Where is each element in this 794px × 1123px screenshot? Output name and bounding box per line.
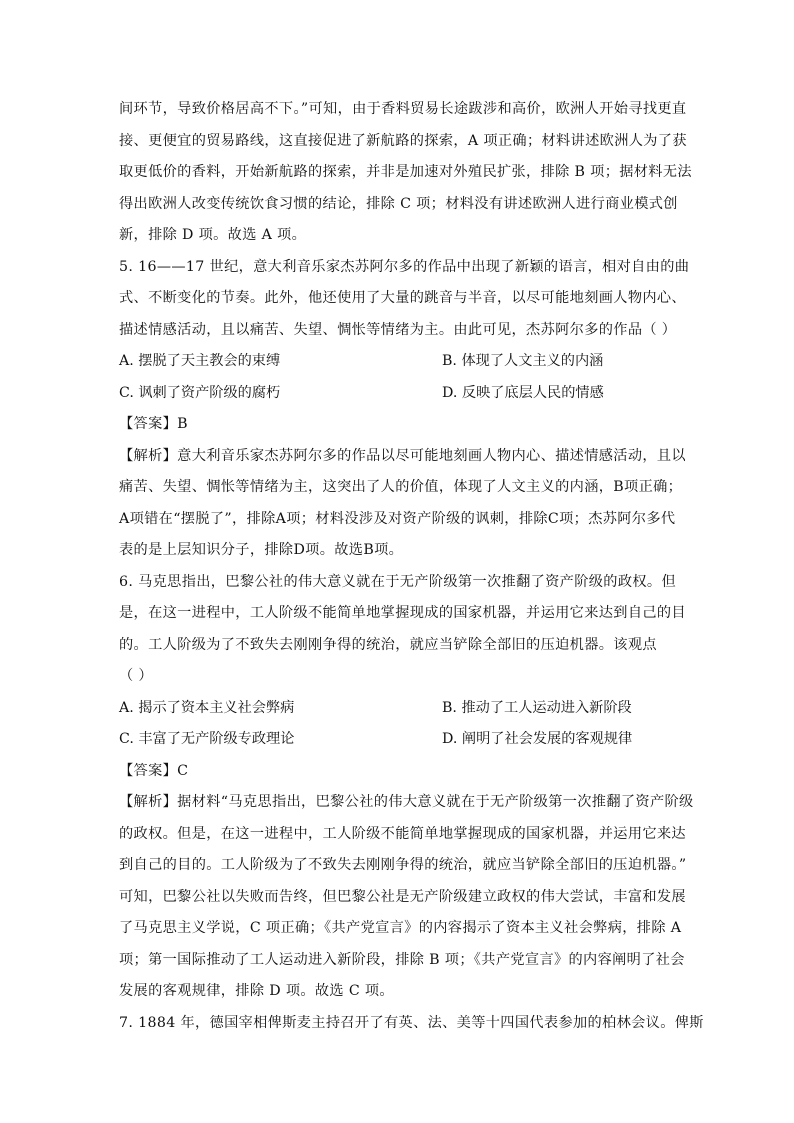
- text-line: 得出欧洲人改变传统饮食习惯的结论，排除 C 项；材料没有讲述欧洲人进行商业模式创: [119, 195, 678, 212]
- options-row: [119, 378, 659, 410]
- question-stem: 描述情感活动，且以痛苦、失望、惆怅等情绪为主。由此可见，杰苏阿尔多的作品（ ）: [119, 321, 677, 338]
- analysis-line: 项；第一国际推动了工人运动进入新阶段，排除 B 项；《共产党宣言》的内容阐明了社会: [119, 951, 685, 968]
- question-stem: 的。工人阶级为了不致失去刚刚争得的统治，就应当铲除全部旧的压迫机器。该观点: [119, 636, 657, 653]
- text-line: 接、更便宜的贸易路线，这直接促进了新航路的探索，A 项正确；材料讲述欧洲人为了获: [119, 132, 687, 149]
- options-row: [119, 724, 659, 756]
- options-row: [119, 346, 659, 378]
- question-6: [119, 567, 694, 1008]
- question-stem: 是，在这一进程中，工人阶级不能简单地掌握现成的国家机器，并运用它来达到自己的目: [119, 605, 686, 621]
- analysis-line: 表的是上层知识分子，排除D项。故选B项。: [119, 542, 404, 558]
- question-stem: 7. 1884 年，德国宰相俾斯麦主持召开了有英、法、美等十四国代表参加的柏林会议。俾斯: [119, 1014, 704, 1031]
- text-line: 间环节，导致价格居高不下。”可知，由于香料贸易长途跋涉和高价，欧洲人开始寻找更直: [119, 101, 687, 117]
- option-c: C. 讽刺了资产阶级的腐朽: [119, 384, 281, 401]
- options-row: [119, 693, 659, 725]
- analysis-line: 可知，巴黎公社以失败而告终，但巴黎公社是无产阶级建立政权的伟大尝试，丰富和发展: [119, 888, 686, 905]
- analysis-line: 发展的客观规律，排除 D 项。故选 C 项。: [119, 983, 394, 999]
- option-b: B. 推动了工人运动进入新阶段: [442, 699, 632, 716]
- question-stem: 6. 马克思指出，巴黎公社的伟大意义就在于无产阶级第一次推翻了资产阶级的政权。但: [119, 573, 676, 590]
- analysis-line: A项错在“摆脱了”，排除A项；材料没涉及对资产阶级的讽刺，排除C项；杰苏阿尔多代: [119, 510, 676, 527]
- document-page: [119, 94, 704, 1039]
- question-stem: 式、不断变化的节奏。此外，他还使用了大量的跳音与半音，以尽可能地刻画人物内心、: [119, 290, 686, 306]
- option-a: A. 揭示了资本主义社会弊病: [119, 699, 295, 716]
- question-7: [119, 1008, 704, 1040]
- analysis-line: 的政权。但是，在这一进程中，工人阶级不能简单地掌握现成的国家机器，并运用它来达: [119, 825, 686, 842]
- analysis-line: 了马克思主义学说，C 项正确；《共产党宣言》的内容揭示了资本主义社会弊病，排除 A: [119, 920, 682, 936]
- option-d: D. 阐明了社会发展的客观规律: [442, 731, 633, 747]
- option-b: B. 体现了人文主义的内涵: [442, 353, 604, 369]
- intro-paragraph: [119, 94, 692, 252]
- option-c: C. 丰富了无产阶级专政理论: [119, 731, 295, 747]
- analysis-line: 【解析】意大利音乐家杰苏阿尔多的作品以尽可能地刻画人物内心、描述情感活动，且以: [119, 447, 686, 464]
- option-d: D. 反映了底层人民的情感: [442, 384, 604, 401]
- question-5: [119, 252, 690, 567]
- text-line: 取更低价的香料，开始新航路的探索，并非是加速对外殖民扩张，排除 B 项；据材料无法: [119, 164, 692, 180]
- text-line: 新，排除 D 项。故选 A 项。: [119, 227, 307, 243]
- question-stem: （ ）: [119, 668, 153, 684]
- answer: 【答案】C: [119, 762, 189, 779]
- analysis-line: 【解析】据材料“马克思指出，巴黎公社的伟大意义就在于无产阶级第一次推翻了资产阶级: [119, 794, 694, 810]
- option-a: A. 摆脱了天主教会的束缚: [119, 353, 281, 369]
- question-stem: 5. 16——17 世纪，意大利音乐家杰苏阿尔多的作品中出现了新颖的语言，相对自由的曲: [119, 258, 690, 275]
- analysis-line: 痛苦、失望、惆怅等情绪为主，这突出了人的价值，体现了人文主义的内涵，B项正确；: [119, 479, 683, 495]
- answer: 【答案】B: [119, 416, 188, 432]
- analysis-line: 到自己的目的。工人阶级为了不致失去刚刚争得的统治，就应当铲除全部旧的压迫机器。”: [119, 857, 687, 873]
